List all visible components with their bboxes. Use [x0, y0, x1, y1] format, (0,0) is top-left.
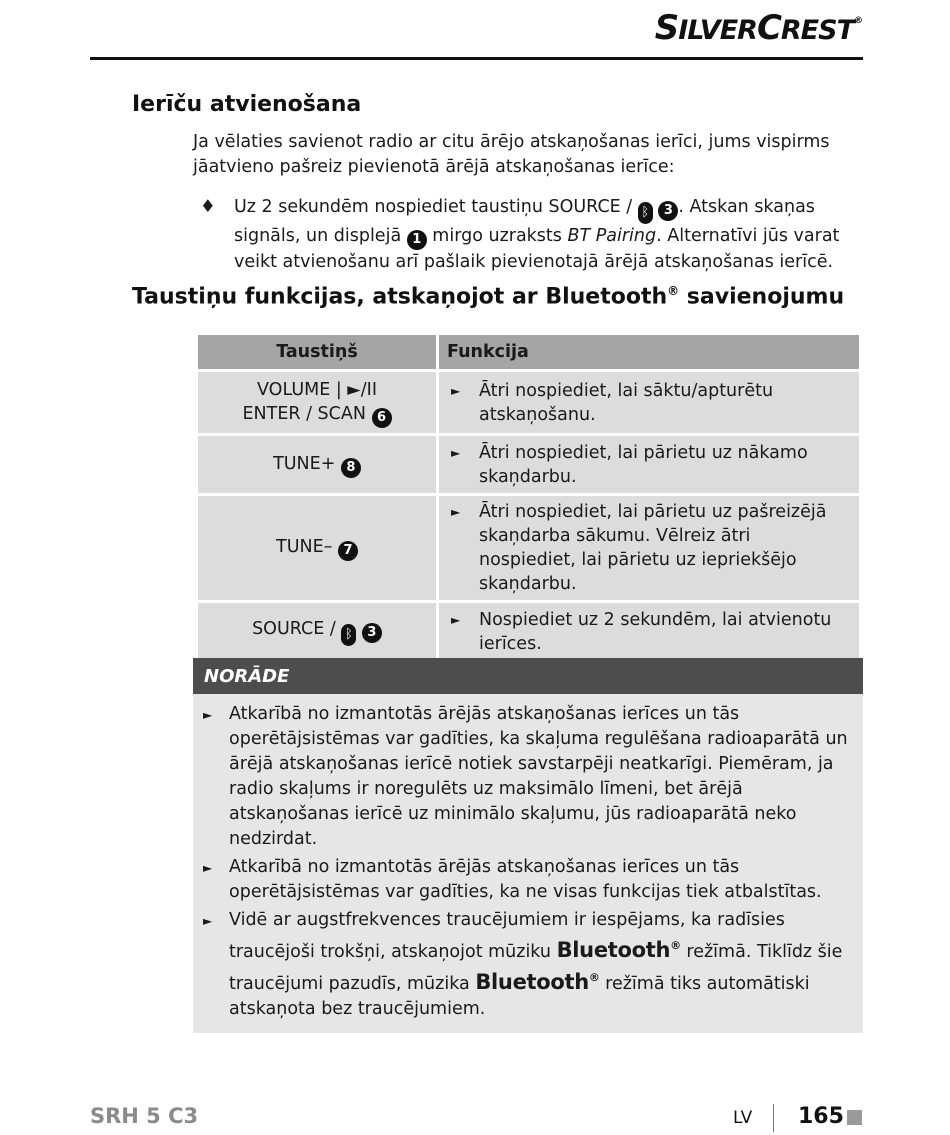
note-body	[193, 694, 863, 1033]
bluetooth-icon: ᛒ	[341, 624, 356, 646]
note-box	[193, 658, 863, 1033]
intro-paragraph: Ja vēlaties savienot radio ar citu ārējo atskaņošanas ierīci, jums vispirms jāatvieno pašreiz pievienotā ārējā atskaņošanas ierīce:	[193, 132, 830, 177]
list-item: ► Atkarībā no izmantotās ārējās atskaņošanas ierīces un tās operētājsistēmas var gadīties, ka ne visas funkcijas tiek atbalstītas.	[203, 855, 853, 905]
list-item: ► Atkarībā no izmantotās ārējās atskaņošanas ierīces un tās operētājsistēmas var gadīties, ka skaļuma regulēšana radioaparātā un ārējā atskaņošanas ierīcē notiek savstarpēji neatkarīgi. Piemēram, ja radio skaļums ir noregulēts uz maksimālo līmeni, bet ārējā atskaņošanas ierīcē uz minimālo skaļumu, jūs radioaparātā neko nedzirdat.	[203, 702, 853, 852]
function-cell: ► Ātri nospiediet, lai pārietu uz pašreizējā skaņdarba sākumu. Vēlreiz ātri nospiediet, lai pārietu uz iepriekšējo skaņdarbu.	[438, 495, 861, 602]
arrow-bullet-icon: ►	[203, 708, 213, 722]
table-header-key: Taustiņš	[197, 334, 438, 371]
arrow-bullet-icon: ►	[451, 383, 461, 398]
page-number: 165	[798, 1104, 844, 1129]
instruction-text: Uz 2 sekundēm nospiediet taustiņu SOURCE / ᛒ 3 . Atskan skaņas signāls, un displejā 1 mirgo uzraksts BT Pairing. Alternatīvi jūs varat veikt atvienošanu arī pašlaik pievienotajā ārējā atskaņošanas ierīcē.	[234, 197, 840, 272]
item-number-badge: 3	[362, 623, 382, 643]
note-heading: NORĀDE	[193, 658, 863, 694]
function-cell: ► Nospiediet uz 2 sekundēm, lai atvienotu ierīces.	[438, 602, 861, 662]
table-row	[197, 435, 861, 495]
key-cell: SOURCE / ᛒ 3	[197, 602, 438, 662]
item-number-badge: 7	[338, 541, 358, 561]
instruction-bullet	[200, 195, 860, 275]
table-row	[197, 371, 861, 435]
key-cell: TUNE– 7	[197, 495, 438, 602]
bluetooth-wordmark: Bluetooth®	[475, 970, 600, 994]
model-number: SRH 5 C3	[90, 1104, 199, 1128]
function-cell: ► Ātri nospiediet, lai pārietu uz nākamo skaņdarbu.	[438, 435, 861, 495]
key-cell: TUNE+ 8	[197, 435, 438, 495]
key-function-table	[195, 332, 862, 663]
section-title-bluetooth-functions: Taustiņu funkcijas, atskaņojot ar Bluetooth® savienojumu	[132, 284, 845, 310]
item-number-badge: 8	[341, 458, 361, 478]
arrow-bullet-icon: ►	[451, 505, 461, 519]
section-title-disconnect: Ierīču atvienošana	[132, 92, 362, 117]
item-number-badge: 1	[407, 230, 427, 250]
arrow-bullet-icon: ►	[451, 445, 461, 460]
language-code: LV	[733, 1108, 753, 1128]
footer-divider	[773, 1104, 774, 1132]
bluetooth-icon: ᛒ	[638, 202, 653, 224]
header-rule	[90, 57, 863, 60]
list-item: ► Vidē ar augstfrekvences traucējumiem ir iespējams, ka radīsies traucējoši trokšņi, atskaņojot mūziku Bluetooth® režīmā. Tiklīdz šie traucējumi pazudīs, mūzika Bluetooth® režīmā tiks automātiski atskaņota bez traucējumiem.	[203, 908, 853, 1022]
arrow-bullet-icon: ►	[451, 612, 461, 627]
item-number-badge: 3	[658, 201, 678, 221]
diamond-bullet-icon: ♦	[200, 197, 216, 217]
table-header-function: Funkcija	[438, 334, 861, 371]
bluetooth-wordmark: Bluetooth®	[556, 938, 681, 962]
table-row	[197, 602, 861, 662]
key-cell: VOLUME | ►/II ENTER / SCAN 6	[197, 371, 438, 435]
item-number-badge: 6	[372, 408, 392, 428]
function-cell: ► Ātri nospiediet, lai sāktu/apturētu atskaņošanu.	[438, 371, 861, 435]
brand-logo: SILVERCREST®	[654, 8, 862, 48]
footer-square-icon	[847, 1110, 862, 1125]
arrow-bullet-icon: ►	[203, 861, 213, 875]
table-row	[197, 495, 861, 602]
arrow-bullet-icon: ►	[203, 914, 213, 928]
